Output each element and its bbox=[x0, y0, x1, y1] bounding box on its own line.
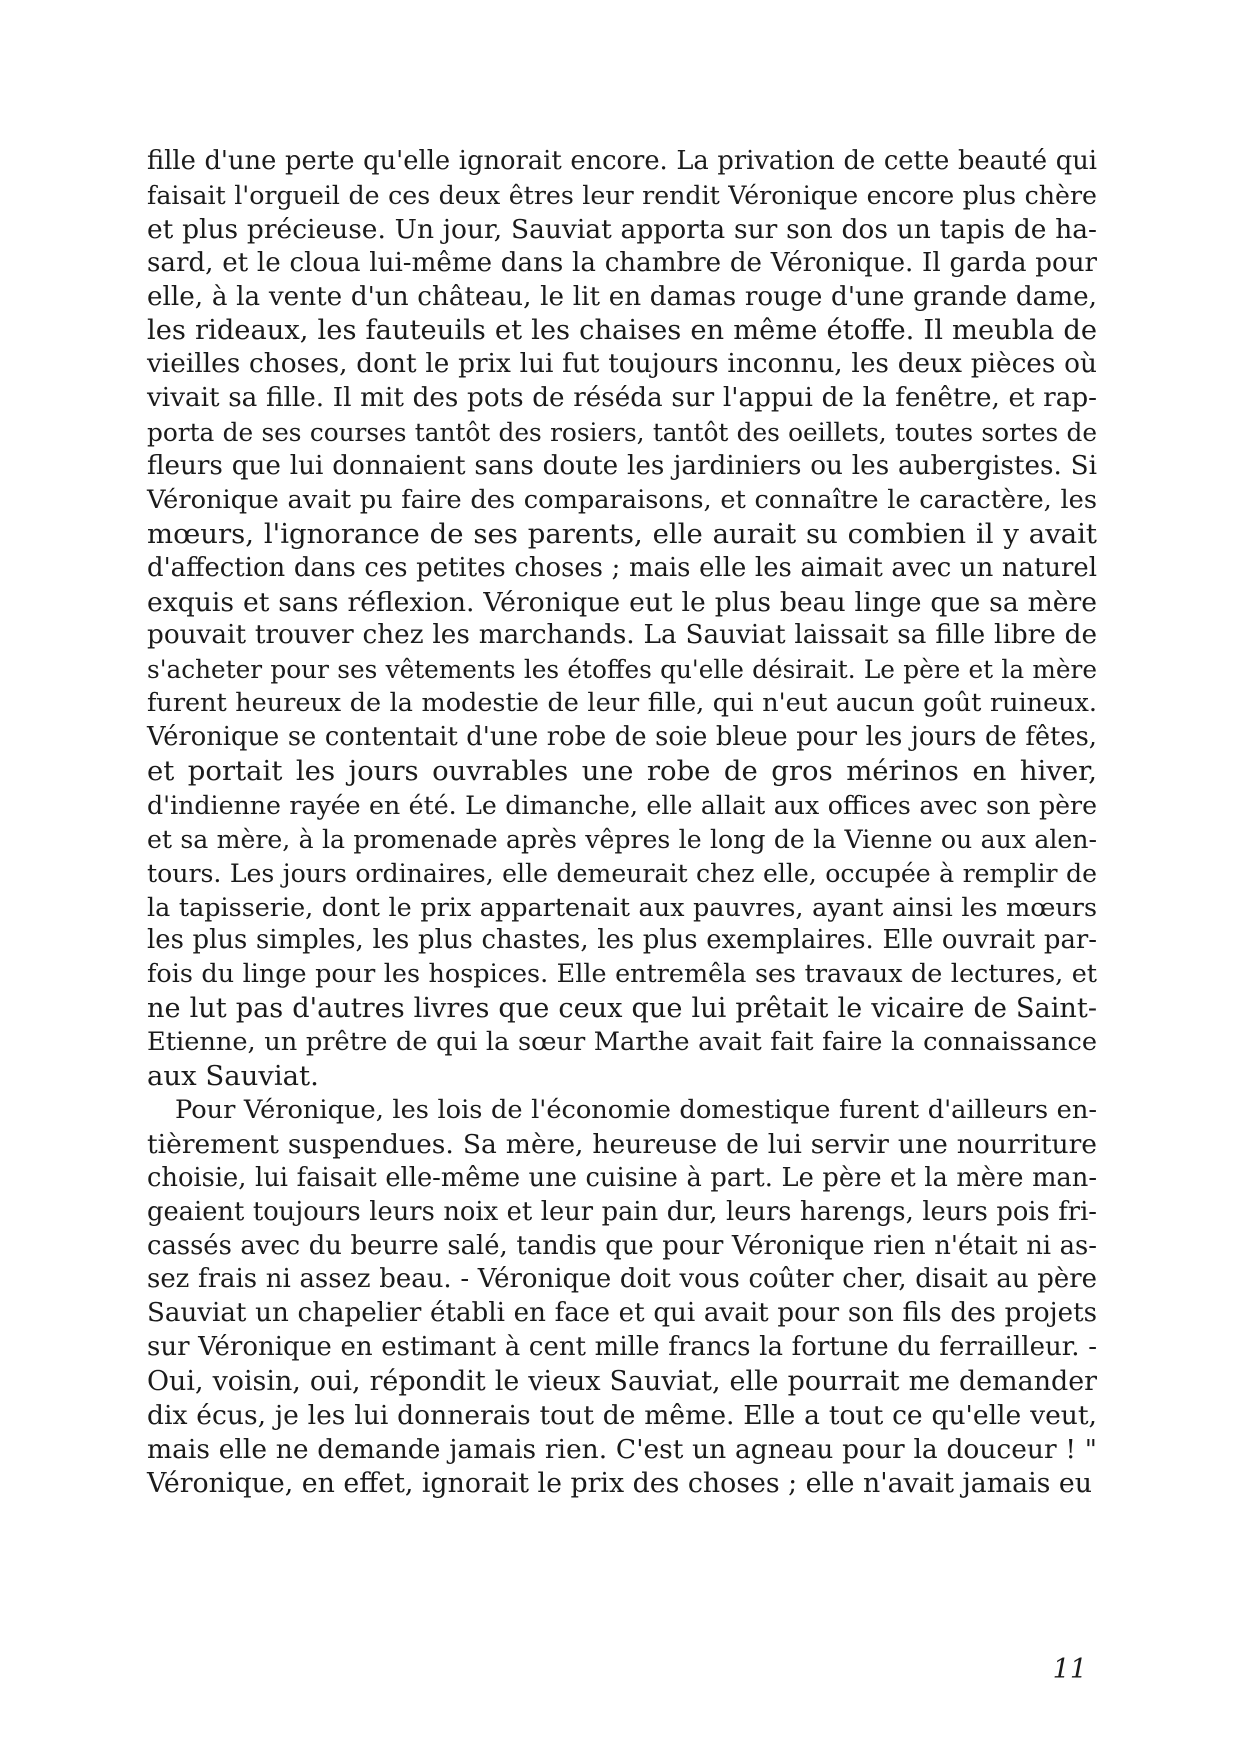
text-line: Oui, voisin, oui, répondit le vieux Sauviat, elle pourrait me demander bbox=[147, 1366, 1097, 1398]
text-line: elle, à la vente d'un château, le lit en damas rouge d'une grande dame, bbox=[147, 281, 1097, 312]
text-line: les plus simples, les plus chastes, les plus exemplaires. Elle ouvrait par- bbox=[147, 925, 1097, 956]
text-line: la tapisserie, dont le prix appartenait aux pauvres, ayant ainsi les mœurs bbox=[147, 891, 1097, 922]
text-line: sur Véronique en estimant à cent mille francs la fortune du ferrailleur. - bbox=[147, 1332, 1097, 1363]
text-line: mais elle ne demande jamais rien. C'est un agneau pour la douceur ! " bbox=[147, 1433, 1097, 1465]
text-line: d'affection dans ces petites choses ; mais elle les aimait avec un naturel bbox=[147, 552, 1097, 583]
text-line: Pour Véronique, les lois de l'économie domestique furent d'ailleurs en- bbox=[175, 1094, 1097, 1125]
text-line: furent heureux de la modestie de leur fille, qui n'eut aucun goût ruineux. bbox=[147, 688, 1097, 719]
text-line: et sa mère, à la promenade après vêpres le long de la Vienne ou aux alen- bbox=[147, 824, 1097, 854]
text-line: et portait les jours ouvrables une robe de gros mérinos en hiver, bbox=[147, 755, 1097, 788]
text-line: Véronique se contentait d'une robe de soie bleue pour les jours de fêtes, bbox=[147, 722, 1097, 753]
text-line: tièrement suspendues. Sa mère, heureuse de lui servir une nourriture bbox=[147, 1128, 1097, 1160]
text-line: vieilles choses, dont le prix lui fut toujours inconnu, les deux pièces où bbox=[147, 349, 1097, 380]
text-line: sard, et le cloua lui-même dans la chambre de Véronique. Il garda pour bbox=[147, 247, 1097, 278]
paragraph bbox=[147, 1094, 1097, 1501]
text-line: tours. Les jours ordinaires, elle demeurait chez elle, occupée à remplir de bbox=[147, 858, 1097, 888]
text-line: dix écus, je les lui donnerais tout de même. Elle a tout ce qu'elle veut, bbox=[147, 1399, 1097, 1431]
text-line: Véronique, en effet, ignorait le prix des choses ; elle n'avait jamais eu bbox=[147, 1467, 1093, 1499]
text-line: fois du linge pour les hospices. Elle entremêla ses travaux de lectures, et bbox=[147, 959, 1097, 990]
text-line: s'acheter pour ses vêtements les étoffes qu'elle désirait. Le père et la mère bbox=[147, 655, 1097, 685]
text-line: choisie, lui faisait elle-même une cuisine à part. Le père et la mère man- bbox=[147, 1162, 1097, 1193]
text-line: d'indienne rayée en été. Le dimanche, elle allait aux offices avec son père bbox=[147, 790, 1097, 820]
text-line: aux Sauviat. bbox=[147, 1060, 319, 1093]
text-line: fille d'une perte qu'elle ignorait encore. La privation de cette beauté qui bbox=[147, 146, 1097, 176]
text-line: Véronique avait pu faire des comparaisons, et connaître le caractère, les bbox=[147, 484, 1097, 515]
text-line: cassés avec du beurre salé, tandis que pour Véronique rien n'était ni as- bbox=[147, 1230, 1097, 1261]
text-line: vivait sa fille. Il mit des pots de réséda sur l'appui de la fenêtre, et rap- bbox=[147, 383, 1097, 414]
body-text bbox=[147, 145, 1097, 1501]
page-number: 11 bbox=[1052, 1654, 1087, 1685]
text-line: Etienne, un prêtre de qui la sœur Marthe avait fait faire la connaissance bbox=[147, 1027, 1097, 1058]
text-line: exquis et sans réflexion. Véronique eut le plus beau linge que sa mère bbox=[147, 586, 1097, 618]
text-line: porta de ses courses tantôt des rosiers, tantôt des oeillets, toutes sortes de bbox=[147, 418, 1097, 448]
text-line: pouvait trouver chez les marchands. La Sauviat laissait sa fille libre de bbox=[147, 620, 1097, 651]
text-line: Sauviat un chapelier établi en face et qui avait pour son fils des projets bbox=[147, 1298, 1097, 1329]
text-line: et plus précieuse. Un jour, Sauviat apporta sur son dos un tapis de ha- bbox=[147, 213, 1097, 245]
text-line: geaient toujours leurs noix et leur pain dur, leurs harengs, leurs pois fri- bbox=[147, 1196, 1097, 1227]
text-line: les rideaux, les fauteuils et les chaises en même étoffe. Il meubla de bbox=[147, 315, 1097, 347]
text-line: ne lut pas d'autres livres que ceux que lui prêtait le vicaire de Saint- bbox=[147, 993, 1097, 1025]
paragraph bbox=[147, 145, 1097, 1094]
text-line: sez frais ni assez beau. - Véronique doit vous coûter cher, disait au père bbox=[147, 1264, 1097, 1295]
text-line: faisait l'orgueil de ces deux êtres leur rendit Véronique encore plus chère bbox=[147, 180, 1097, 210]
text-line: mœurs, l'ignorance de ses parents, elle aurait su combien il y avait bbox=[147, 517, 1097, 550]
text-line: fleurs que lui donnaient sans doute les jardiniers ou les aubergistes. Si bbox=[147, 451, 1097, 482]
